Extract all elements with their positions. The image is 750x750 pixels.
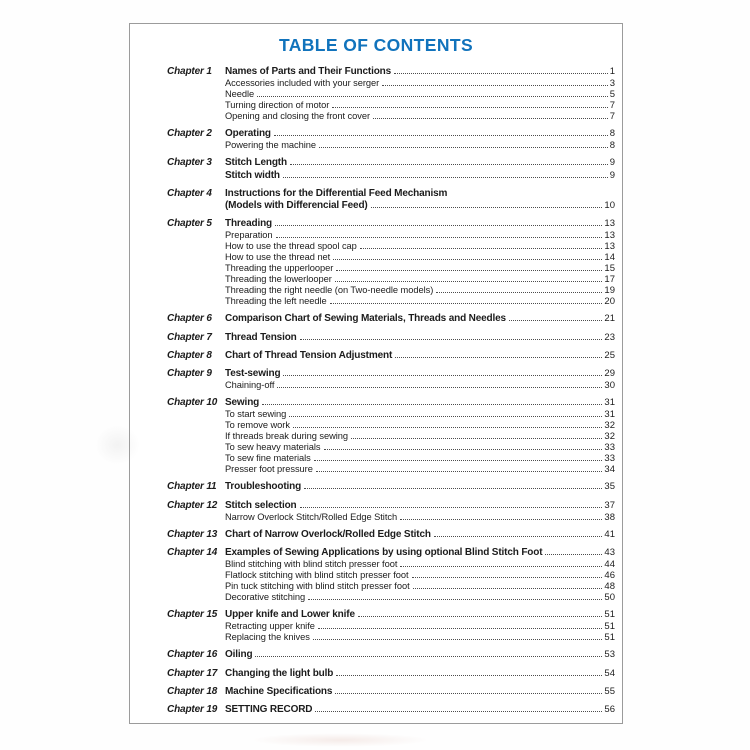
dot-leader — [395, 354, 602, 358]
toc-title-row — [167, 547, 615, 559]
dot-leader — [336, 267, 602, 271]
toc-sub-row — [167, 512, 615, 523]
chapter-label: Chapter 2 — [167, 128, 212, 140]
toc-chapter — [167, 128, 615, 151]
toc-sub-row — [167, 230, 615, 241]
page-number: 9 — [609, 169, 615, 181]
sub-entry-text: Accessories included with your serger — [225, 78, 380, 89]
sub-entry-text: Powering the machine — [225, 140, 316, 151]
chapter-label: Chapter 7 — [167, 331, 212, 343]
chapter-title-text: Test-sewing — [225, 368, 281, 380]
toc-sub-row — [167, 296, 615, 307]
chapter-title-text: Troubleshooting — [225, 481, 302, 493]
toc-chapter — [167, 332, 615, 344]
dot-leader — [313, 636, 603, 640]
dot-leader — [308, 596, 602, 600]
dot-leader — [351, 435, 602, 439]
dot-leader — [358, 613, 603, 617]
dot-leader — [336, 672, 602, 676]
dot-leader — [314, 457, 603, 461]
dot-leader — [413, 585, 603, 589]
dot-leader — [283, 372, 602, 376]
page-number: 32 — [604, 420, 615, 432]
dot-leader — [277, 384, 602, 388]
dot-leader — [275, 222, 602, 226]
toc-sub-row — [167, 241, 615, 252]
dot-leader — [371, 204, 603, 208]
sub-entry-text: Pin tuck stitching with blind stitch presser foot — [225, 581, 410, 592]
toc-title-row — [167, 704, 615, 716]
page-number: 33 — [604, 453, 615, 465]
sub-entry-text: To remove work — [225, 420, 290, 431]
page-number: 20 — [604, 296, 615, 308]
chapter-title-text: SETTING RECORD — [225, 704, 313, 716]
sub-entry-text: Blind stitching with blind stitch presser foot — [225, 559, 398, 570]
dot-leader — [509, 317, 602, 321]
chapter-title-text: Upper knife and Lower knife — [225, 609, 355, 621]
dot-leader — [316, 468, 603, 472]
toc-sub-row — [167, 78, 615, 89]
toc-chapter — [167, 157, 615, 181]
dot-leader — [257, 93, 608, 97]
toc-sub-row — [167, 420, 615, 431]
sub-entry-text: To sew fine materials — [225, 453, 311, 464]
dot-leader — [255, 653, 602, 657]
page-number: 1 — [609, 66, 615, 77]
page-number: 13 — [604, 230, 615, 242]
chapter-title-text: Examples of Sewing Applications by using optional Blind Stitch Foot — [225, 547, 543, 559]
manual-sheet — [129, 23, 623, 724]
toc-sub-row — [167, 621, 615, 632]
toc-sub-row — [167, 274, 615, 285]
page-number: 50 — [604, 592, 615, 604]
page-number: 35 — [604, 481, 615, 493]
sub-entry-text: Threading the lowerlooper — [225, 274, 332, 285]
sub-entry-text: Turning direction of motor — [225, 100, 330, 111]
toc-sub-row — [167, 100, 615, 111]
dot-leader — [315, 708, 602, 712]
sub-entry-text: Retracting upper knife — [225, 621, 315, 632]
dot-leader — [300, 336, 603, 340]
page-number: 46 — [604, 570, 615, 582]
page-number: 3 — [609, 78, 615, 90]
dot-leader — [400, 516, 602, 520]
dot-leader — [333, 256, 602, 260]
toc-sub-row — [167, 285, 615, 296]
page-number: 51 — [604, 621, 615, 633]
page-number: 48 — [604, 581, 615, 593]
dot-leader — [400, 563, 602, 567]
toc-chapter — [167, 397, 615, 475]
chapter-title-text: Machine Specifications — [225, 685, 333, 697]
dot-leader — [436, 289, 602, 293]
toc-title-row — [167, 609, 615, 621]
sub-entry-text: Needle — [225, 89, 255, 100]
toc-title-row — [167, 529, 615, 541]
toc-sub-row — [167, 380, 615, 391]
chapter-label: Chapter 16 — [167, 649, 218, 661]
dot-leader — [330, 300, 603, 304]
dot-leader — [545, 551, 602, 555]
page-number: 51 — [604, 632, 615, 644]
dot-leader — [274, 132, 608, 136]
chapter-label: Chapter 6 — [167, 313, 212, 325]
toc-chapter — [167, 66, 615, 122]
toc-title-row — [167, 200, 615, 212]
dot-leader — [300, 504, 603, 508]
sub-entry-text: Threading the left needle — [225, 296, 327, 307]
chapter-label: Chapter 13 — [167, 528, 218, 540]
toc-chapter — [167, 686, 615, 698]
chapter-label: Chapter 5 — [167, 218, 212, 230]
chapter-label: Chapter 3 — [167, 157, 212, 169]
chapter-title-text: Stitch selection — [225, 499, 297, 511]
toc-sub-row — [167, 409, 615, 420]
page-number: 25 — [604, 349, 615, 361]
page-number: 14 — [604, 252, 615, 264]
chapter-title-text: Comparison Chart of Sewing Materials, Threads and Needles — [225, 313, 506, 325]
toc-chapter — [167, 529, 615, 541]
sub-entry-text: To sew heavy materials — [225, 442, 321, 453]
toc-sub-row — [167, 140, 615, 151]
toc-chapter — [167, 704, 615, 716]
sub-entry-text: How to use the thread net — [225, 252, 331, 263]
page-number: 9 — [609, 157, 615, 169]
dot-leader — [373, 115, 608, 119]
chapter-label: Chapter 14 — [167, 547, 218, 559]
page-number: 31 — [604, 409, 615, 421]
dot-leader — [318, 625, 603, 629]
chapter-label: Chapter 17 — [167, 667, 218, 679]
toc-title-row — [167, 66, 615, 78]
page-number: 17 — [604, 274, 615, 286]
dot-leader — [360, 245, 603, 249]
page-number: 31 — [604, 397, 615, 409]
sub-entry-text: Threading the right needle (on Two-needle models) — [225, 285, 434, 296]
sub-entry-text: Replacing the knives — [225, 632, 310, 643]
dot-leader — [394, 70, 608, 74]
dot-leader — [382, 82, 608, 86]
toc-title-row — [167, 397, 615, 409]
page-number: 21 — [604, 313, 615, 325]
page-number: 30 — [604, 380, 615, 392]
chapter-title-text: Chart of Thread Tension Adjustment — [225, 349, 393, 361]
dot-leader — [319, 144, 608, 148]
page-number: 32 — [604, 431, 615, 443]
toc-sub-row — [167, 263, 615, 274]
toc-list — [130, 66, 622, 716]
toc-title-row — [167, 368, 615, 380]
toc-chapter — [167, 218, 615, 307]
chapter-label: Chapter 18 — [167, 685, 218, 697]
toc-sub-row — [167, 442, 615, 453]
dot-leader — [283, 174, 608, 178]
chapter-title-text: Changing the light bulb — [225, 667, 334, 679]
toc-title-row — [167, 188, 615, 200]
toc-chapter — [167, 350, 615, 362]
dot-leader — [412, 574, 603, 578]
page-number: 54 — [604, 667, 615, 679]
toc-title-row — [167, 668, 615, 680]
sub-entry-text: Opening and closing the front cover — [225, 111, 371, 122]
dot-leader — [332, 104, 607, 108]
chapter-label: Chapter 1 — [167, 66, 212, 77]
toc-title: TABLE OF CONTENTS — [278, 35, 474, 55]
toc-sub-row — [167, 570, 615, 581]
page-number: 44 — [604, 559, 615, 571]
page-number: 13 — [604, 218, 615, 230]
page-number: 7 — [609, 100, 615, 112]
toc-chapter — [167, 188, 615, 212]
page-number: 10 — [604, 200, 615, 212]
chapter-title-text: Names of Parts and Their Functions — [225, 66, 392, 77]
toc-title-row — [167, 350, 615, 362]
page-number: 15 — [604, 263, 615, 275]
toc-title-row — [167, 313, 615, 325]
sub-entry-text: If threads break during sewing — [225, 431, 349, 442]
toc-sub-row — [167, 431, 615, 442]
chapter-title-text: Operating — [225, 128, 271, 140]
page-number: 8 — [609, 140, 615, 152]
toc-title-row — [167, 500, 615, 512]
chapter-label: Chapter 10 — [167, 397, 218, 409]
toc-title-row — [167, 481, 615, 493]
toc-chapter — [167, 313, 615, 325]
toc-chapter — [167, 368, 615, 391]
page-number: 43 — [604, 547, 615, 559]
sub-entry-text: Chaining-off — [225, 380, 275, 391]
page-number: 7 — [609, 111, 615, 123]
dot-leader — [335, 690, 602, 694]
chapter-label: Chapter 11 — [167, 481, 217, 493]
page-number: 51 — [604, 609, 615, 621]
sub-entry-text: Preparation — [225, 230, 273, 241]
dot-leader — [304, 485, 602, 489]
toc-title-row — [167, 686, 615, 698]
page-number: 5 — [609, 89, 615, 101]
chapter-label: Chapter 8 — [167, 349, 212, 361]
sub-entry-text: Flatlock stitching with blind stitch presser foot — [225, 570, 409, 581]
chapter-label: Chapter 9 — [167, 368, 212, 380]
dot-leader — [434, 533, 603, 537]
dot-leader — [262, 401, 602, 405]
dot-leader — [293, 424, 603, 428]
toc-sub-row — [167, 592, 615, 603]
toc-chapter — [167, 668, 615, 680]
toc-chapter — [167, 500, 615, 523]
sub-entry-text: Threading the upperlooper — [225, 263, 334, 274]
toc-sub-row — [167, 89, 615, 100]
page-number: 53 — [604, 649, 615, 661]
toc-title-row — [167, 170, 615, 182]
page-number: 8 — [609, 128, 615, 140]
toc-chapter — [167, 481, 615, 493]
toc-title-row — [167, 128, 615, 140]
toc-title-row — [167, 332, 615, 344]
toc-title-row — [167, 157, 615, 169]
toc-title-row — [167, 649, 615, 661]
toc-title-row — [167, 218, 615, 230]
sub-entry-text: How to use the thread spool cap — [225, 241, 357, 252]
chapter-label: Chapter 15 — [167, 609, 218, 621]
page-number: 37 — [604, 499, 615, 511]
dot-leader — [290, 161, 608, 165]
chapter-title-text: Sewing — [225, 397, 260, 409]
dot-leader — [276, 234, 603, 238]
sub-entry-text: Narrow Overlock Stitch/Rolled Edge Stitch — [225, 511, 398, 522]
chapter-title-text: Stitch Length — [225, 157, 287, 169]
dot-leader — [335, 278, 603, 282]
chapter-title-text: Chart of Narrow Overlock/Rolled Edge Stitch — [225, 528, 431, 540]
chapter-title-text: Oiling — [225, 649, 253, 661]
toc-chapter — [167, 547, 615, 603]
chapter-title-text: Thread Tension — [225, 331, 297, 343]
toc-sub-row — [167, 111, 615, 122]
page-number: 56 — [604, 704, 615, 716]
toc-sub-row — [167, 453, 615, 464]
toc-sub-row — [167, 632, 615, 643]
dot-leader — [324, 446, 603, 450]
toc-sub-row — [167, 581, 615, 592]
sub-entry-text: Presser foot pressure — [225, 464, 313, 475]
sub-entry-text: To start sewing — [225, 409, 287, 420]
toc-chapter — [167, 649, 615, 661]
page-number: 38 — [604, 511, 615, 523]
chapter-label: Chapter 19 — [167, 704, 218, 716]
chapter-label: Chapter 12 — [167, 499, 218, 511]
chapter-title-text: Stitch width — [225, 169, 280, 181]
chapter-title-text: Instructions for the Differential Feed Mechanism — [225, 187, 448, 199]
page-number: 19 — [604, 285, 615, 297]
chapter-label: Chapter 4 — [167, 187, 212, 199]
sub-entry-text: Decorative stitching — [225, 592, 306, 603]
toc-sub-row — [167, 559, 615, 570]
page-number: 23 — [604, 331, 615, 343]
page-number: 29 — [604, 368, 615, 380]
page-number: 41 — [604, 528, 615, 540]
page-number: 13 — [604, 241, 615, 253]
chapter-title-text: (Models with Differencial Feed) — [225, 200, 368, 212]
toc-chapter — [167, 609, 615, 643]
page-number: 33 — [604, 442, 615, 454]
page-number: 55 — [604, 685, 615, 697]
toc-sub-row — [167, 252, 615, 263]
scan-smudge — [250, 733, 430, 747]
chapter-title-text: Threading — [225, 218, 272, 230]
page-number: 34 — [604, 464, 615, 476]
dot-leader — [289, 413, 602, 417]
toc-sub-row — [167, 464, 615, 475]
